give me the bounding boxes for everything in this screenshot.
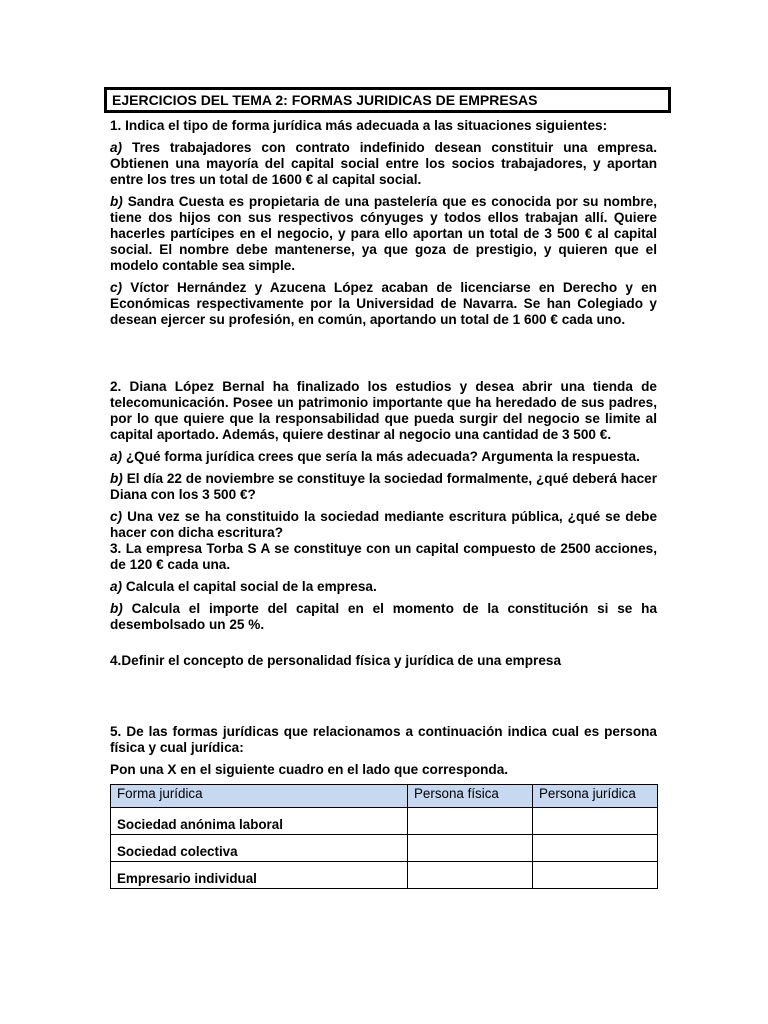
q4-heading: 4.Definir el concepto de personalidad física y jurídica de una empresa <box>110 653 562 668</box>
persona-fisica-cell[interactable] <box>408 808 533 835</box>
persona-juridica-cell[interactable] <box>533 808 658 835</box>
q1-b-text: Sandra Cuesta es propietaria de una pastelería que es conocida por su nombre, tiene dos hijos con sus respectivos cónyuges y todos ellos trabajan allí. Quiere hacerles partícipes en el negocio, y para ello aportan un total de 3 500 € al capital social. El nombre debe mantenerse, ya que goza de prestigio, y quieren que el modelo contable sea simple. <box>110 194 657 273</box>
q2-item-a <box>110 449 657 465</box>
q1-b-label: b) <box>110 194 123 209</box>
persona-fisica-cell[interactable] <box>408 862 533 889</box>
header-persona-fisica: Persona física <box>408 785 533 808</box>
q2-item-b <box>110 471 657 503</box>
q3-a-text: Calcula el capital social de la empresa. <box>125 579 377 594</box>
table-row <box>111 835 658 862</box>
header-forma-juridica: Forma jurídica <box>111 785 408 808</box>
q3-item-b <box>110 601 657 633</box>
q1-c-text: Víctor Hernández y Azucena López acaban de licenciarse en Derecho y en Económicas respectivamente por la Universidad de Navarra. Se han Colegiado y desean ejercer su profesión, en común, aportando un total de 1 600 € cada uno. <box>110 280 657 327</box>
q2-c-text: Una vez se ha constituido la sociedad mediante escritura pública, ¿qué se debe hacer con dicha escritura? <box>110 509 658 540</box>
q2-c-label: c) <box>110 509 123 524</box>
q1-a-label: a) <box>110 140 123 155</box>
persona-juridica-cell[interactable] <box>533 862 658 889</box>
header-persona-juridica: Persona jurídica <box>533 785 658 808</box>
q3-a-label: a) <box>110 579 123 594</box>
q3-b-label: b) <box>110 601 123 616</box>
row-label: Sociedad colectiva <box>111 835 408 862</box>
table-header-row <box>111 785 658 808</box>
row-label: Sociedad anónima laboral <box>111 808 408 835</box>
table-row <box>111 862 658 889</box>
q1-item-b <box>110 194 657 274</box>
classification-table <box>110 784 658 889</box>
q2-b-text: El día 22 de noviembre se constituye la sociedad formalmente, ¿qué deberá hacer Diana con los 3 500 €? <box>110 471 657 502</box>
q1-item-c <box>110 280 657 328</box>
q2-a-label: a) <box>110 449 123 464</box>
q2-item-c <box>110 509 657 541</box>
q3-heading: 3. La empresa Torba S A se constituye con un capital compuesto de 2500 acciones, de 120 € cada una. <box>110 541 657 572</box>
q2-b-label: b) <box>110 471 123 486</box>
q1-heading: 1. Indica el tipo de forma jurídica más adecuada a las situaciones siguientes: <box>110 118 608 133</box>
persona-juridica-cell[interactable] <box>533 835 658 862</box>
exercise-content <box>110 118 657 889</box>
q3-b-text: Calcula el importe del capital en el momento de la constitución si se ha desembolsado un 25 %. <box>110 601 658 632</box>
document-title: EJERCICIOS DEL TEMA 2: FORMAS JURIDICAS DE EMPRESAS <box>104 87 671 113</box>
q2-a-text: ¿Qué forma jurídica crees que sería la más adecuada? Argumenta la respuesta. <box>125 449 640 464</box>
row-label: Empresario individual <box>111 862 408 889</box>
table-row <box>111 808 658 835</box>
q3-item-a <box>110 579 657 595</box>
q5-heading: 5. De las formas jurídicas que relacionamos a continuación indica cual es persona física y cual jurídica: <box>110 724 657 755</box>
q5-instruction: Pon una X en el siguiente cuadro en el lado que corresponda. <box>110 762 509 777</box>
q1-a-text: Tres trabajadores con contrato indefinido desean constituir una empresa. Obtienen una mayoría del capital social entre los socios trabajadores, y aportan entre los tres un total de 1600 € al capital social. <box>110 140 657 187</box>
persona-fisica-cell[interactable] <box>408 835 533 862</box>
q1-c-label: c) <box>110 280 123 295</box>
q2-heading: 2. Diana López Bernal ha finalizado los estudios y desea abrir una tienda de telecomunicación. Posee un patrimonio importante que ha heredado de sus padres, por lo que quiere que la responsabilidad que pueda surgir del negocio se limite al capital aportado. Además, quiere destinar al negocio una cantidad de 3 500 €. <box>110 379 657 442</box>
q1-item-a <box>110 140 657 188</box>
